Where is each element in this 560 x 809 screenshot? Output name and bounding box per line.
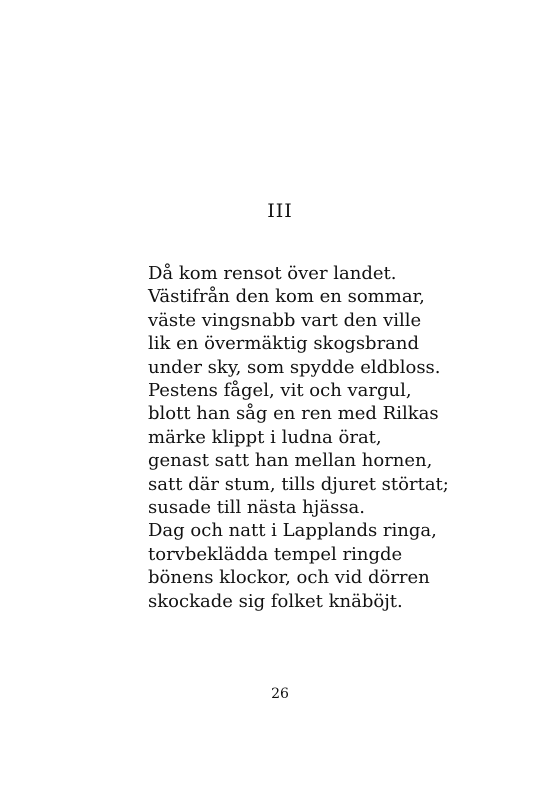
poem-line: genast satt han mellan hornen,	[148, 450, 433, 472]
section-heading: III	[267, 200, 293, 222]
poem-line: Dag och natt i Lapplands ringa,	[148, 520, 437, 542]
poem-line: satt där stum, tills djuret störtat;	[148, 473, 449, 495]
poem-line: susade till nästa hjässa.	[148, 497, 366, 519]
poem-line: under sky, som spydde eldbloss.	[148, 356, 441, 378]
poem-line: Då kom rensot över landet.	[148, 263, 397, 284]
poem-stanza	[148, 262, 448, 613]
poem-line: märke klippt i ludna örat,	[148, 426, 382, 448]
poem-line: skockade sig folket knäböjt.	[148, 590, 403, 612]
poem-line: bönens klockor, och vid dörren	[148, 567, 430, 589]
page-number: 26	[271, 686, 289, 702]
poem-line: Pestens fågel, vit och vargul,	[148, 380, 412, 402]
poem-line: torvbeklädda tempel ringde	[148, 543, 403, 565]
poem-line: Västifrån den kom en sommar,	[148, 286, 425, 308]
poem-line: lik en övermäktig skogsbrand	[148, 333, 420, 355]
poem-line: blott han såg en ren med Rilkas	[148, 403, 439, 425]
poem-line: väste vingsnabb vart den ville	[148, 309, 422, 331]
